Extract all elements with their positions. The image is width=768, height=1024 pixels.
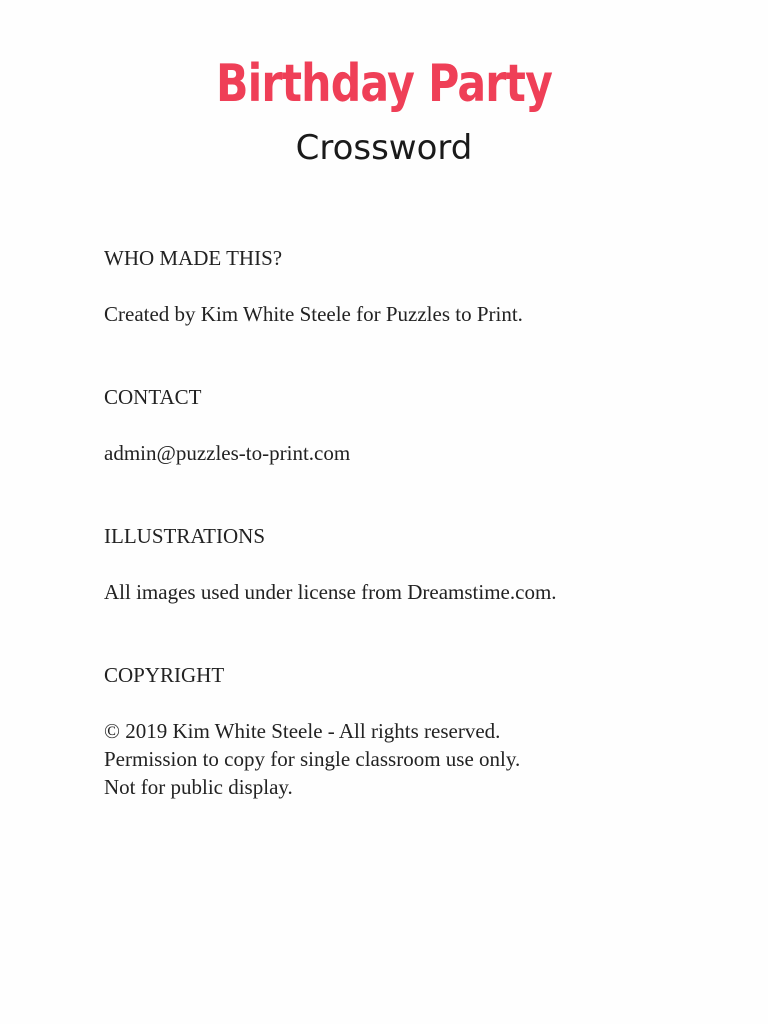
section-heading: ILLUSTRATIONS bbox=[104, 524, 265, 548]
document-content bbox=[104, 244, 704, 801]
document-title: Birthday Party bbox=[215, 54, 553, 114]
body-line: © 2019 Kim White Steele - All rights reserved. bbox=[104, 719, 501, 743]
section-contact bbox=[104, 383, 704, 467]
body-line: All images used under license from Dreamstime.com. bbox=[104, 580, 557, 604]
section-body bbox=[104, 300, 704, 328]
section-body bbox=[104, 439, 704, 467]
section-who-made-this bbox=[104, 244, 704, 328]
body-line: Permission to copy for single classroom use only. bbox=[104, 747, 521, 771]
section-illustrations bbox=[104, 522, 704, 606]
contact-email: admin@puzzles-to-print.com bbox=[104, 441, 351, 465]
document-subtitle: Crossword bbox=[295, 128, 473, 168]
section-heading: CONTACT bbox=[104, 385, 202, 409]
section-heading: WHO MADE THIS? bbox=[104, 246, 283, 270]
section-body bbox=[104, 578, 704, 606]
section-heading: COPYRIGHT bbox=[104, 663, 225, 687]
section-copyright bbox=[104, 661, 704, 801]
section-body bbox=[104, 717, 704, 801]
body-line: Created by Kim White Steele for Puzzles to Print. bbox=[104, 302, 523, 326]
body-line: Not for public display. bbox=[104, 775, 293, 799]
